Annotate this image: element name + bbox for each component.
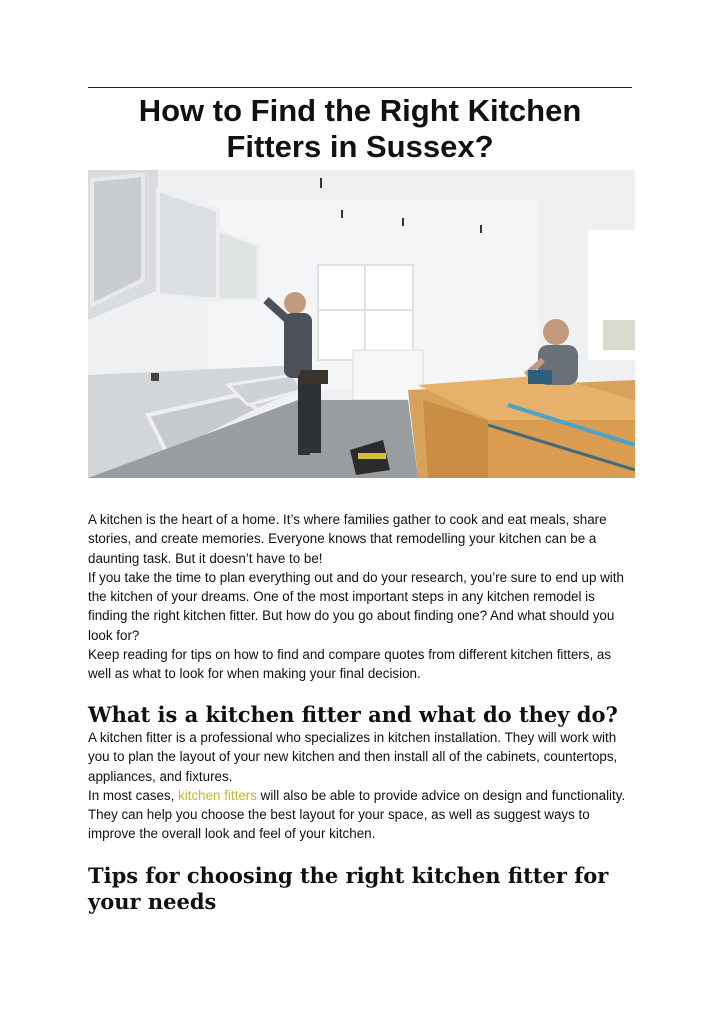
hero-image [88, 170, 635, 478]
intro-text [88, 510, 636, 684]
top-rule [88, 87, 632, 88]
section1-paragraph-2 [88, 786, 636, 844]
section-heading-tips: Tips for choosing the right kitchen fitter for your needs [88, 863, 609, 914]
section-heading-what-is: What is a kitchen fitter and what do they do? [88, 702, 618, 727]
intro-paragraph-2: If you take the time to plan everything out and do your research, you’re sure to end up with the kitchen of your dreams. One of the most important steps in any kitchen remodel is finding the right kitchen fitter. But how do you go about finding one? And what should you look for? [88, 569, 624, 643]
kitchen-fitters-link[interactable]: kitchen fitters [178, 787, 257, 803]
section1-p2-after: will also be able to provide advice on design and functionality. They can help you choose the best layout for your space, as well as suggest ways to improve the overall look and feel of your kitchen. [88, 787, 626, 842]
section1-paragraph-1: A kitchen fitter is a professional who specializes in kitchen installation. They will work with you to plan the layout of your new kitchen and then install all of the cabinets, countertops, appliances, and fixtures. [88, 730, 618, 784]
section-what-is-text [88, 728, 636, 844]
page-title: How to Find the Right Kitchen Fitters in Sussex? [138, 93, 582, 164]
section1-p2-before: In most cases, [88, 787, 179, 803]
intro-paragraph-3: Keep reading for tips on how to find and compare quotes from different kitchen fitters, as well as what to look for when making your final decision. [88, 647, 612, 682]
intro-paragraph-1: A kitchen is the heart of a home. It’s where families gather to cook and eat meals, share stories, and create memories. Everyone knows that remodelling your kitchen can be a daunting task. But it doesn’t have to be! [88, 512, 607, 566]
